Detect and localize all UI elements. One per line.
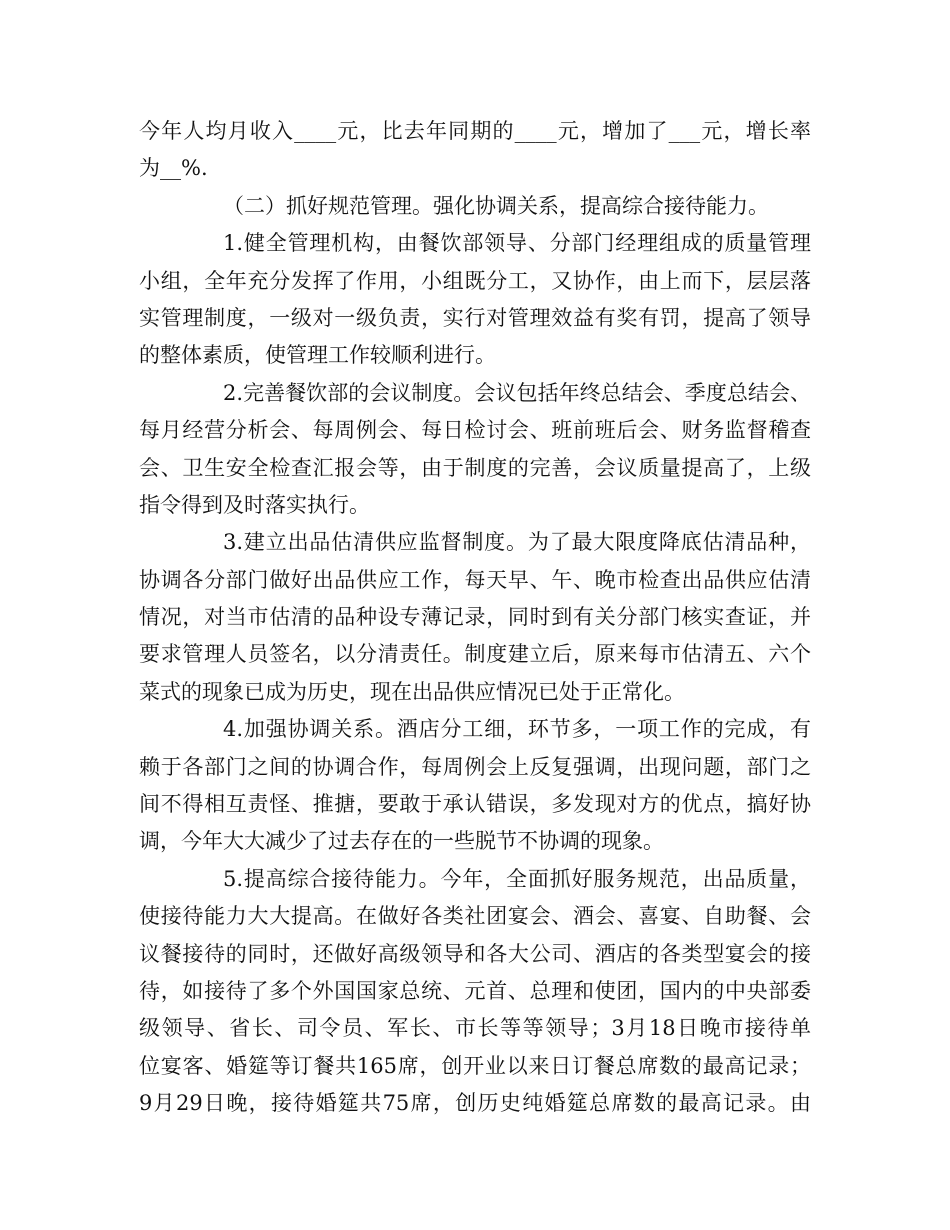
text-line: 3.建立出品估清供应监督制度。为了最大限度降底估清品种， [223, 530, 811, 555]
text-line: 2.完善餐饮部的会议制度。会议包括年终总结会、季度总结会、 [223, 380, 811, 405]
text-line: 小组，全年充分发挥了作用，小组既分工，又协作，由上而下，层层落 [139, 268, 811, 293]
text-line: 要求管理人员签名，以分清责任。制度建立后，原来每市估清五、六个 [139, 642, 811, 667]
text-line: 赖于各部门之间的协调合作，每周例会上反复强调，出现问题，部门之 [139, 754, 811, 779]
text-line: 指令得到及时落实执行。 [139, 492, 370, 517]
text-line: 菜式的现象已成为历史，现在出品供应情况已处于正常化。 [139, 679, 685, 704]
document-body [139, 113, 811, 1123]
text-line: 调，今年大大减少了过去存在的一些脱节不协调的现象。 [139, 829, 664, 854]
text-line: 位宴客、婚筵等订餐共165席，创开业以来日订餐总席数的最高记录； [139, 1053, 811, 1078]
text-line: 使接待能力大大提高。在做好各类社团宴会、酒会、喜宴、自助餐、会 [139, 904, 811, 929]
text-line: 4.加强协调关系。酒店分工细，环节多，一项工作的完成，有 [223, 717, 811, 742]
text-line: 间不得相互责怪、推搪，要敢于承认错误，多发现对方的优点，搞好协 [139, 792, 811, 817]
text-line: 议餐接待的同时，还做好高级领导和各大公司、酒店的各类型宴会的接 [139, 941, 811, 966]
text-line: 级领导、省长、司令员、军长、市长等等领导；3月18日晚市接待单 [139, 1016, 811, 1041]
text-line: 5.提高综合接待能力。今年，全面抓好服务规范，出品质量， [223, 866, 811, 891]
text-line: 待，如接待了多个外国国家总统、元首、总理和使团，国内的中央部委 [139, 978, 811, 1003]
text-line: 1.健全管理机构，由餐饮部领导、分部门经理组成的质量管理 [223, 231, 811, 256]
text-line: 会、卫生安全检查汇报会等，由于制度的完善，会议质量提高了，上级 [139, 455, 811, 480]
text-line: 今年人均月收入____元，比去年同期的____元，增加了___元，增长率 [139, 119, 811, 143]
text-line: 情况，对当市估清的品种设专薄记录，同时到有关分部门核实查证，并 [139, 605, 811, 630]
text-line: 实管理制度，一级对一级负责，实行对管理效益有奖有罚，提高了领导 [139, 305, 811, 330]
text-line: 协调各分部门做好出品供应工作，每天早、午、晚市检查出品供应估清 [139, 567, 811, 592]
text-line: 的整体素质，使管理工作较顺利进行。 [139, 343, 496, 368]
text-line: 9月29日晚，接待婚筵共75席，创历史纯婚筵总席数的最高记录。由 [139, 1091, 811, 1116]
text-line: 为__%. [139, 156, 208, 181]
text-line: 每月经营分析会、每周例会、每日检讨会、班前班后会、财务监督稽查 [139, 418, 811, 443]
section-heading: （二）抓好规范管理。强化协调关系，提高综合接待能力。 [223, 193, 769, 218]
